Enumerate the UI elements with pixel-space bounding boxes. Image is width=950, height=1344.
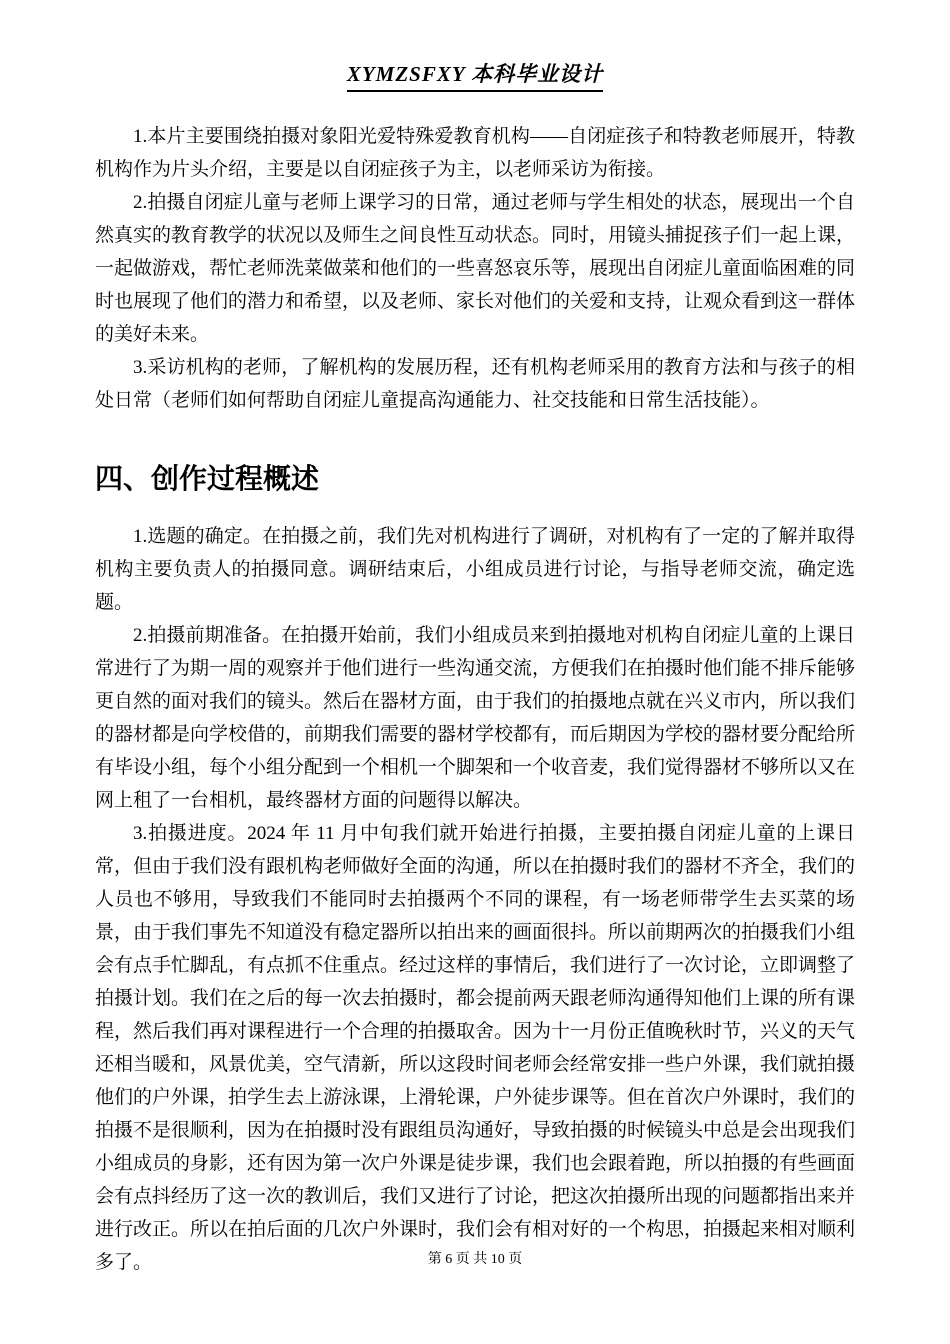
process-paragraph-1: 1.选题的确定。在拍摄之前，我们先对机构进行了调研，对机构有了一定的了解并取得机构主要负责人的拍摄同意。调研结束后，小组成员进行讨论，与指导老师交流，确定选题。 — [95, 526, 855, 613]
process-paragraph-2: 2.拍摄前期准备。在拍摄开始前，我们小组成员来到拍摄地对机构自闭症儿童的上课日常进行了为期一周的观察并于他们进行一些沟通交流，方便我们在拍摄时他们能不排斥能够更自然的面对我们的镜头。然后在器材方面，由于我们的拍摄地点就在兴义市内，所以我们的器材都是向学校借的，前期我们需要的器材学校都有，而后期因为学校的器材要分配给所有毕设小组，每个小组分配到一个相机一个脚架和一个收音麦，我们觉得器材不够所以又在网上租了一台相机，最终器材方面的问题得以解决。 — [95, 625, 856, 811]
intro-paragraph-2: 2.拍摄自闭症儿童与老师上课学习的日常，通过老师与学生相处的状态，展现出一个自然真实的教育教学的状况以及师生之间良性互动状态。同时，用镜头捕捉孩子们一起上课，一起做游戏，帮忙老师洗菜做菜和他们的一些喜怒哀乐等，展现出自闭症儿童面临困难的同时也展现了他们的潜力和希望，以及老师、家长对他们的关爱和支持，让观众看到这一群体的美好未来。 — [95, 192, 856, 345]
page-header — [95, 58, 855, 92]
header-title: XYMZSFXY 本科毕业设计 — [347, 58, 603, 92]
intro-paragraph-3: 3.采访机构的老师，了解机构的发展历程，还有机构老师采用的教育方法和与孩子的相处日常（老师们如何帮助自闭症儿童提高沟通能力、社交技能和日常生活技能）。 — [95, 357, 855, 411]
process-paragraph-3: 3.拍摄进度。2024 年 11 月中旬我们就开始进行拍摄，主要拍摄自闭症儿童的上课日常，但由于我们没有跟机构老师做好全面的沟通，所以在拍摄时我们的器材不齐全，我们的人员也不够用，导致我们不能同时去拍摄两个不同的课程，有一场老师带学生去买菜的场景，由于我们事先不知道没有稳定器所以拍出来的画面很抖。所以前期两次的拍摄我们小组会有点手忙脚乱，有点抓不住重点。经过这样的事情后，我们进行了一次讨论，立即调整了拍摄计划。我们在之后的每一次去拍摄时，都会提前两天跟老师沟通得知他们上课的所有课程，然后我们再对课程进行一个合理的拍摄取舍。因为十一月份正值晚秋时节，兴义的天气还相当暖和，风景优美，空气清新，所以这段时间老师会经常安排一些户外课，我们就拍摄他们的户外课，拍学生去上游泳课，上滑轮课，户外徒步课等。但在首次户外课时，我们的拍摄不是很顺利，因为在拍摄时没有跟组员沟通好，导致拍摄的时候镜头中总是会出现我们小组成员的身影，还有因为第一次户外课是徒步课，我们也会跟着跑，所以拍摄的有些画面会有点抖经历了这一次的教训后，我们又进行了讨论，把这次拍摄所出现的问题都指出来并进行改正。所以在拍后面的几次户外课时，我们会有相对好的一个构思，拍摄起来相对顺利多了。 — [95, 823, 856, 1273]
page-footer: 第 6 页 共 10 页 — [427, 1252, 523, 1267]
section-heading-creation-process: 四、创作过程概述 — [95, 463, 320, 494]
document-body — [95, 120, 855, 1279]
intro-paragraph-1: 1.本片主要围绕拍摄对象阳光爱特殊爱教育机构——自闭症孩子和特教老师展开，特教机构作为片头介绍，主要是以自闭症孩子为主，以老师采访为衔接。 — [95, 126, 855, 180]
